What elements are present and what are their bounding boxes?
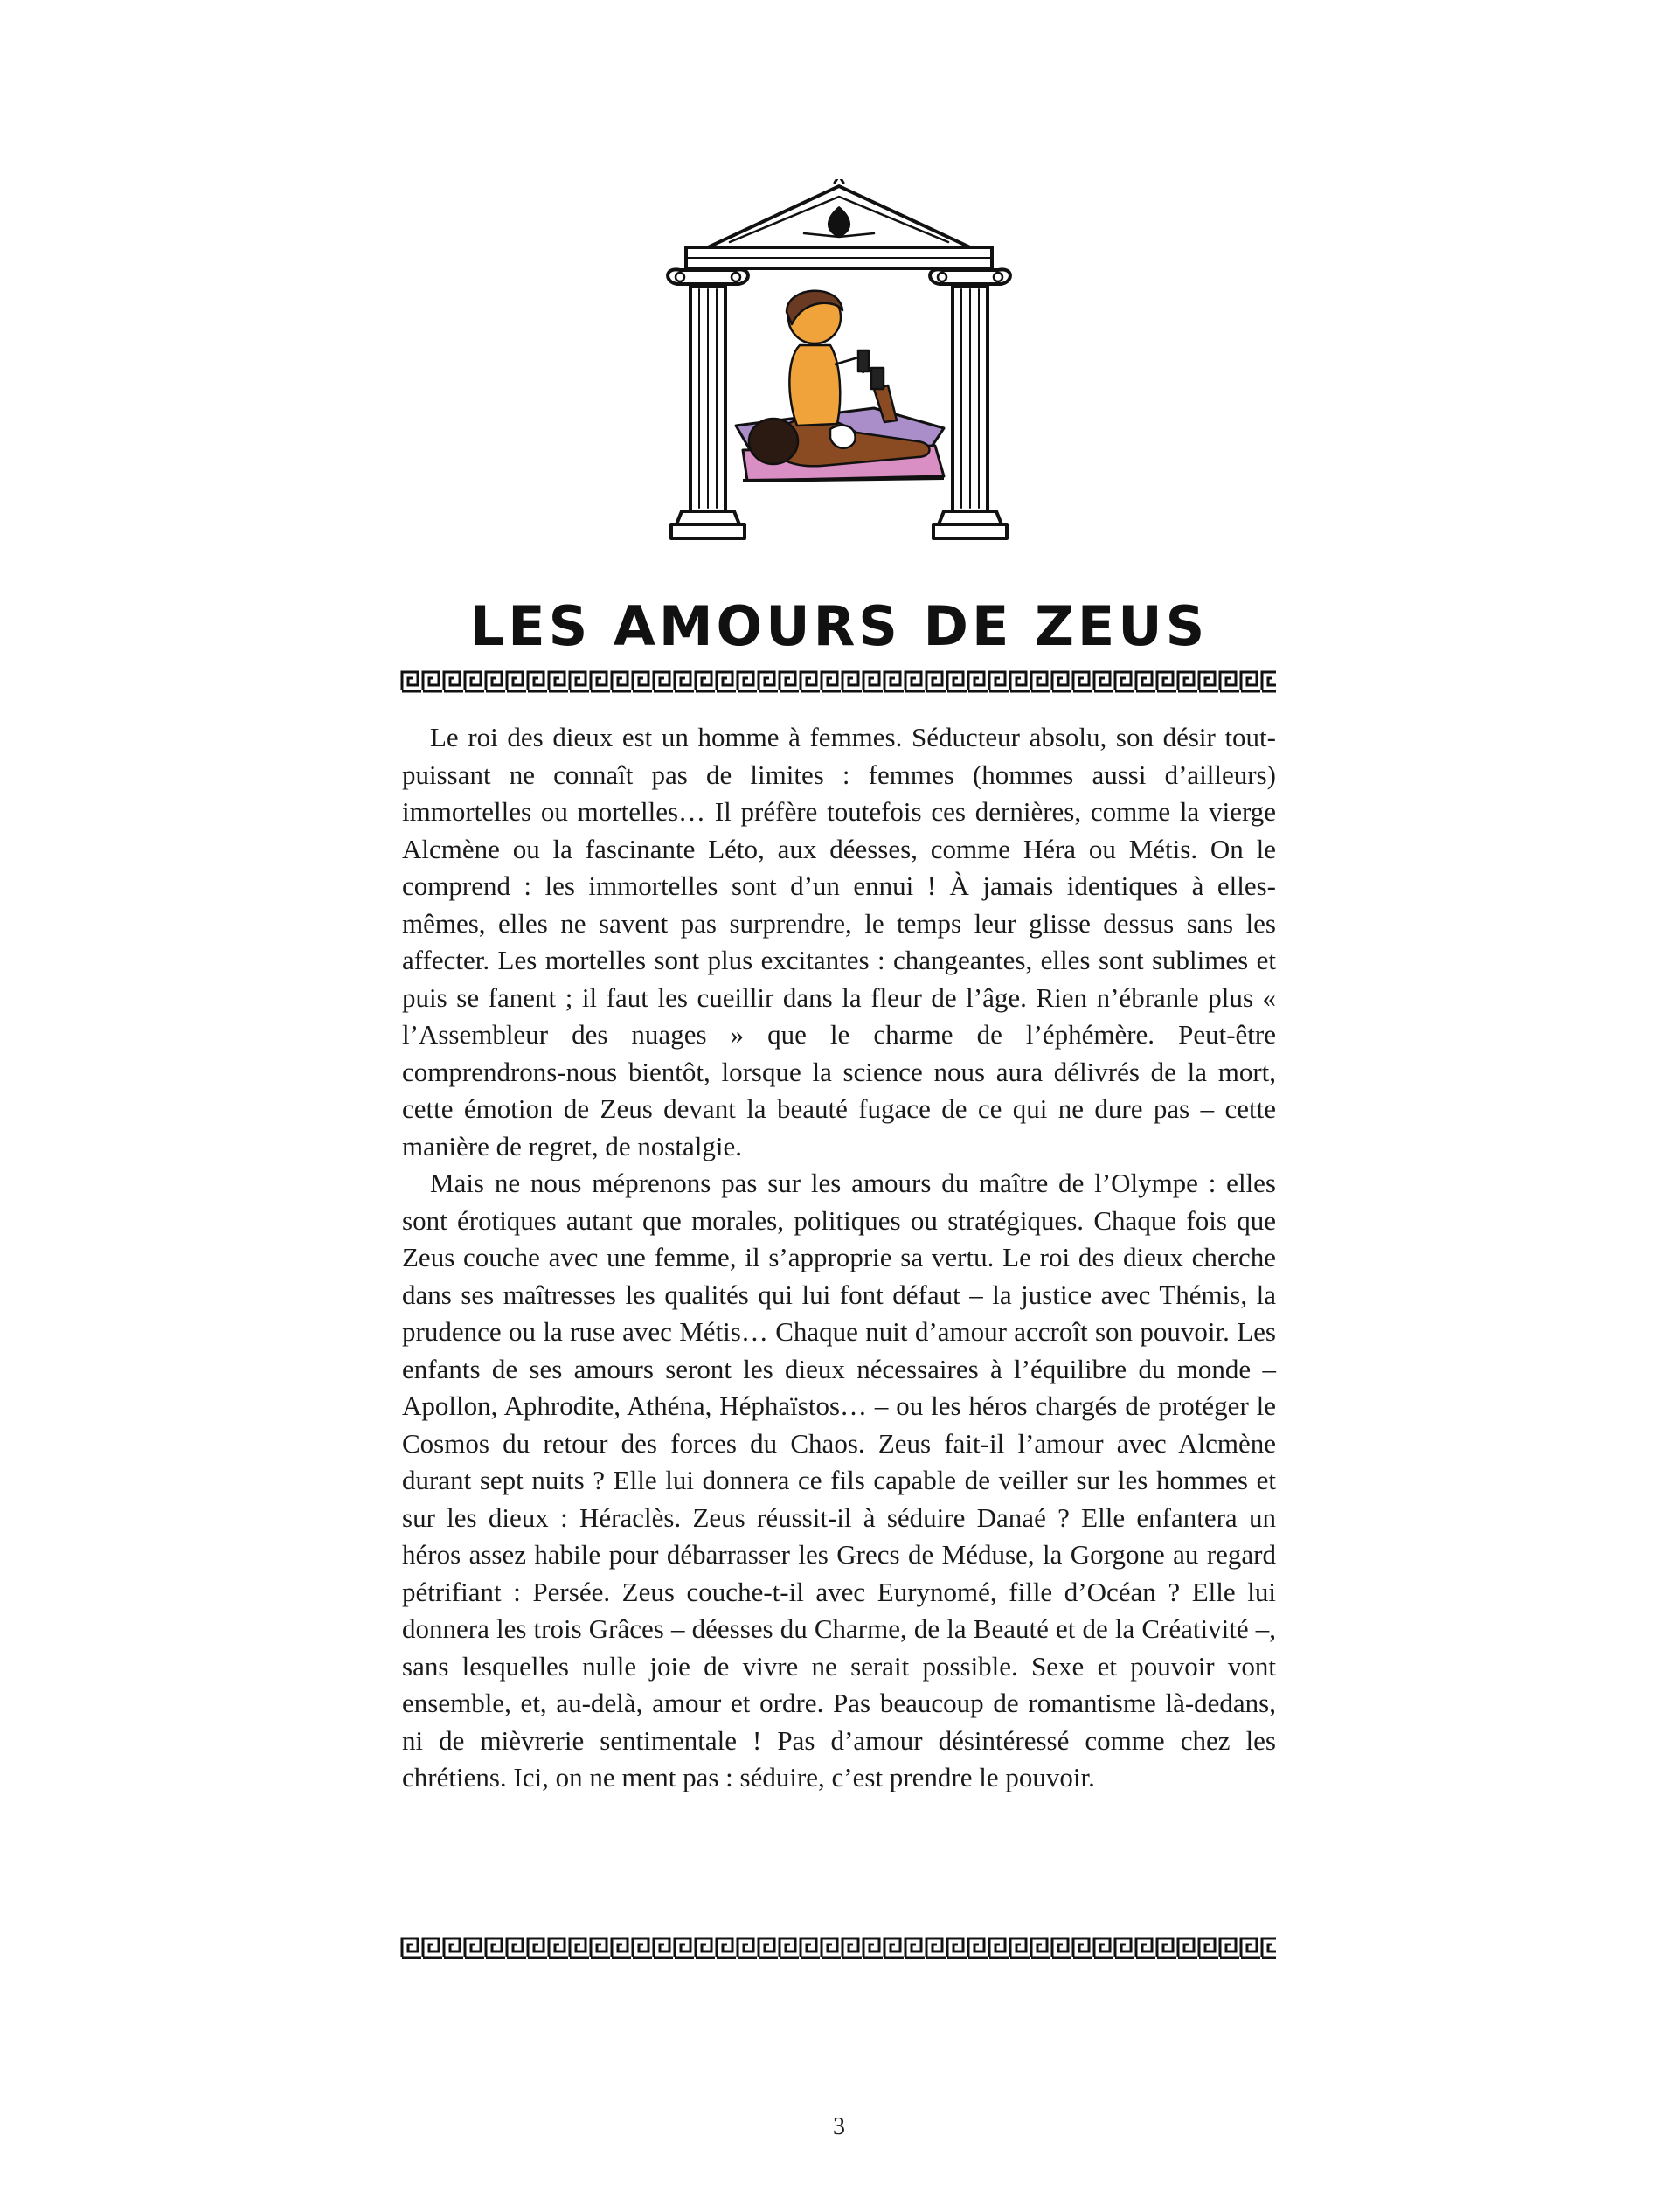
body-text (402, 719, 1276, 1797)
chapter-title: LES AMOURS DE ZEUS (469, 594, 1209, 658)
paragraph: Le roi des dieux est un homme à femmes. Séducteur absolu, son désir tout-puissant ne connaît pas de limites : femmes (hommes aussi d’ailleurs) immortelles ou mortelles… Il préfère toutefois ces dernières, comme la vierge Alcmène ou la fascinante Léto, aux déesses, comme Héra ou Métis. On le comprend : les immortelles sont d’un ennui ! À jamais identiques à elles-mêmes, elles ne savent pas surprendre, le temps leur glisse dessus sans les affecter. Les mortelles sont plus excitantes : changeantes, elles sont sublimes et puis se fanent ; il faut les cueillir dans la fleur de l’âge. Rien n’ébranle plus « l’Assembleur des nuages » que le charme de l’éphémère. Peut-être comprendrons-nous bientôt, lorsque la science nous aura délivrés de la mort, cette émotion de Zeus devant la beauté fugace de ce qui ne dure pas – cette manière de regret, de nostalgie. (402, 722, 1276, 1161)
temple-illustration (655, 179, 1023, 564)
greek-key-border-top (400, 669, 1276, 694)
page-number: 3 (833, 2113, 845, 2140)
paragraph: Mais ne nous méprenons pas sur les amours du maître de l’Olympe : elles sont érotiques autant que morales, politiques ou stratégiques. Chaque fois que Zeus couche avec une femme, il s’approprie sa vertu. Le roi des dieux cherche dans ses maîtresses les qualités qui lui font défaut – la justice avec Thémis, la prudence ou la ruse avec Métis… Chaque nuit d’amour accroît son pouvoir. Les enfants de ses amours seront les dieux nécessaires à l’équilibre du monde – Apollon, Aphrodite, Athéna, Héphaïstos… – ou les héros chargés de protéger le Cosmos du retour des forces du Chaos. Zeus fait-il l’amour avec Alcmène durant sept nuits ? Elle lui donnera ce fils capable de veiller sur les hommes et sur les dieux : Héraclès. Zeus réussit-il à séduire Danaé ? Elle enfantera un héros assez habile pour débarrasser les Grecs de Méduse, la Gorgone au regard pétrifiant : Persée. Zeus couche-t-il avec Eurynomé, fille d’Océan ? Elle lui donnera les trois Grâces – déesses du Charme, de la Beauté et de la Créativité –, sans lesquelles nulle joie de vivre ne serait possible. Sexe et pouvoir vont ensemble, et, au-delà, amour et ordre. Pas beaucoup de romantisme là-dedans, ni de mièvrerie sentimentale ! Pas d’amour désintéressé comme chez les chrétiens. Ici, on ne ment pas : séduire, c’est prendre le pouvoir. (402, 1168, 1276, 1792)
greek-key-border-bottom (400, 1936, 1276, 1960)
